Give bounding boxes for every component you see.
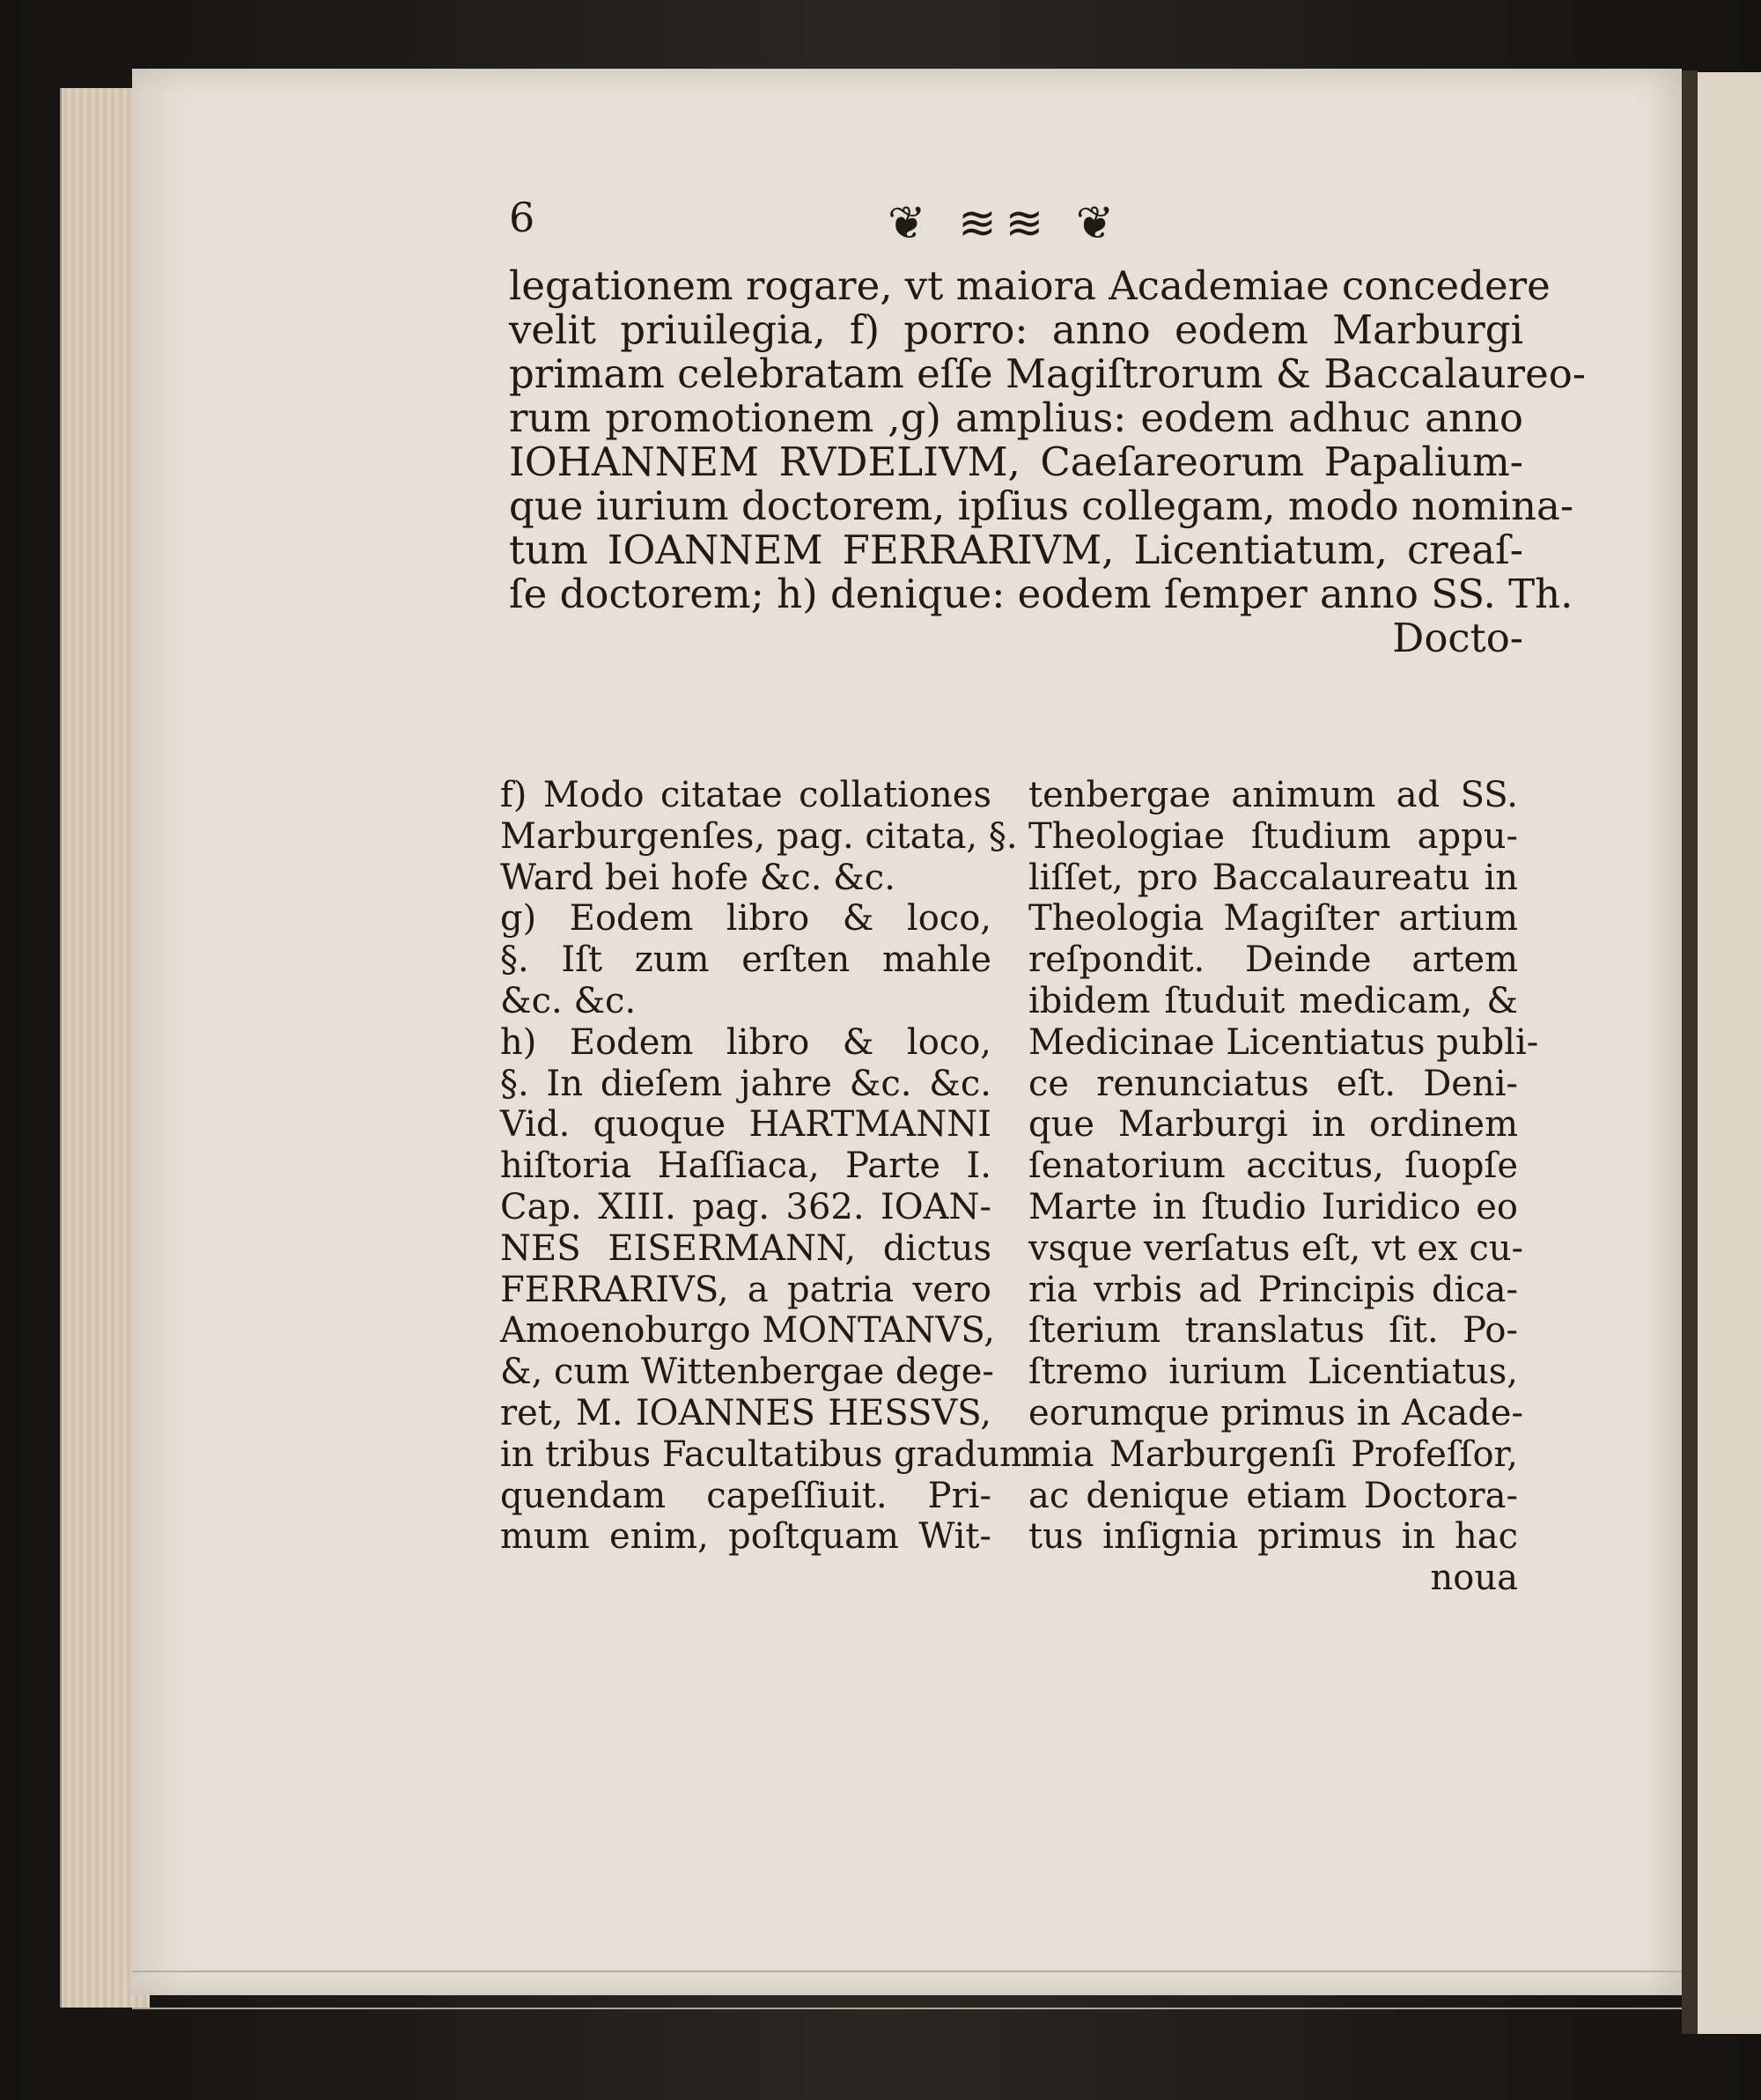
main-line: que iurium doctorem, ipſius collegam, modo nomina- [509, 483, 1574, 529]
footnote-line: mia Marburgenſi Profeſſor, [1028, 1433, 1518, 1475]
main-line: rum promotionem ,g) amplius: eodem adhuc anno [509, 394, 1523, 441]
footnote-line: tenbergae animum ad SS. [1028, 775, 1518, 815]
footnote-line: Marburgenſes, pag. citata, §. [500, 815, 1018, 857]
footnote-line: Theologiae ſtudium appu- [1028, 815, 1518, 857]
footnote-line: ſterium translatus ſit. Po- [1028, 1310, 1518, 1352]
footnote-line: FERRARIVS, a patria vero [500, 1269, 991, 1310]
catchword: Docto- [1392, 615, 1523, 661]
footnote-line: hiſtoria Haſſiaca, Parte I. [500, 1146, 991, 1187]
footnote-line: Medicinae Licentiatus publi- [1028, 1021, 1539, 1063]
footnote-line: ac denique etiam Doctora- [1028, 1475, 1518, 1516]
book-spine [1682, 70, 1698, 2034]
footnote-line: Ward bei hofe &c. &c. [500, 857, 895, 898]
footnote-line: h) Eodem libro & loco, [500, 1021, 991, 1063]
footnote-line: NES EISERMANN, dictus [500, 1227, 991, 1269]
footnote-line: Marte in ſtudio Iuridico eo [1028, 1186, 1518, 1227]
footnote-line: mum enim, poſtquam Wit- [500, 1516, 991, 1558]
catchword: noua [1430, 1558, 1518, 1599]
main-line: velit priuilegia, f) porro: anno eodem Marburgi [509, 306, 1523, 353]
footnote-line: ſenatorium accitus, ſuopſe [1028, 1146, 1518, 1187]
main-line: legationem rogare, vt maiora Academiae concedere [509, 262, 1551, 309]
footnote-column-left [500, 775, 1033, 1558]
footnote-line: f) Modo citatae collationes [500, 775, 991, 815]
footnote-line: que Marburgi in ordinem [1028, 1104, 1518, 1146]
footnote-line: ret, M. IOANNES HESSVS, [500, 1392, 991, 1433]
main-line: tum IOANNEM FERRARIVM, Licentiatum, creaſ- [509, 527, 1523, 573]
main-line: primam celebratam eſſe Magiſtrorum & Baccalaureo- [509, 350, 1586, 397]
footnote-column-right [1028, 775, 1539, 1599]
page-header [509, 194, 1522, 255]
footnote-line: g) Eodem libro & loco, [500, 898, 991, 939]
footnote-line: &, cum Wittenbergae dege- [500, 1352, 994, 1393]
footnote-line: in tribus Facultatibus gradum [500, 1433, 1033, 1475]
footnote-line: &c. &c. [500, 980, 637, 1021]
footnote-line: ibidem ſtuduit medicam, & [1028, 980, 1518, 1021]
footnote-line: Theologia Magiſter artium [1028, 898, 1518, 939]
footnote-line: §. Iſt zum erſten mahle [500, 939, 991, 981]
main-line: ſe doctorem; h) denique: eodem ſemper anno SS. Th. [509, 571, 1573, 617]
footnote-line: Amoenoburgo MONTANVS, [500, 1310, 996, 1352]
footnote-line: Vid. quoque HARTMANNI [500, 1104, 991, 1146]
page-number: 6 [509, 194, 535, 241]
footnote-line: ce renunciatus eſt. Deni- [1028, 1063, 1518, 1104]
footnote-line: ſtremo iurium Licentiatus, [1028, 1352, 1518, 1393]
footnote-line: reſpondit. Deinde artem [1028, 939, 1518, 981]
footnote-line: vsque verſatus eſt, vt ex cu- [1028, 1227, 1523, 1269]
main-text-block [509, 262, 1586, 661]
footnote-line: tus inſignia primus in hac [1028, 1516, 1518, 1558]
footnote-line: quendam capeſſiuit. Pri- [500, 1475, 991, 1516]
page-bottom-edge [132, 1971, 1682, 2009]
footnote-line: liſſet, pro Baccalaureatu in [1028, 857, 1518, 898]
footnote-line: §. In dieſem jahre &c. &c. [500, 1063, 991, 1104]
footnote-line: eorumque primus in Acade- [1028, 1392, 1523, 1433]
header-ornament-icon: ❦ ≋≋ ❦ [888, 197, 1124, 250]
main-line: IOHANNEM RVDELIVM, Caeſareorum Papalium- [509, 438, 1523, 485]
facing-page-edge [1698, 72, 1761, 2034]
footnote-line: ria vrbis ad Principis dica- [1028, 1269, 1518, 1310]
footnote-line: Cap. XIII. pag. 362. IOAN- [500, 1186, 991, 1227]
